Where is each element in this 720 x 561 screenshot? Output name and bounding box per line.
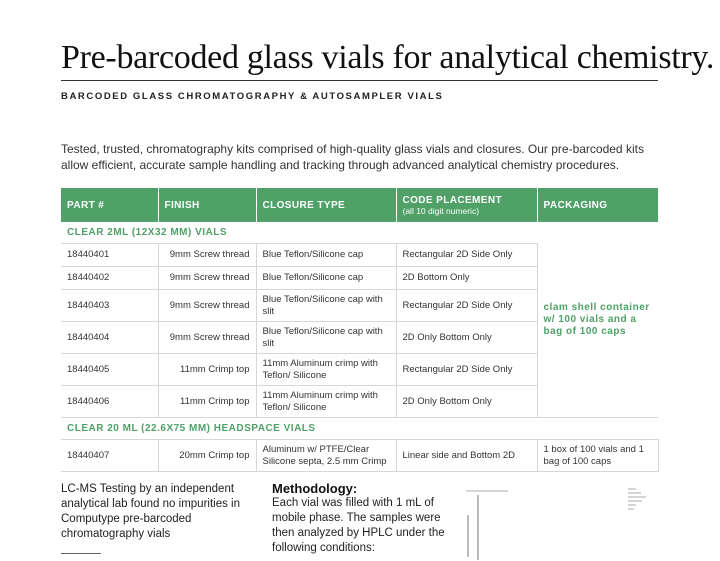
header-code-sub: (all 10 digit numeric)	[402, 205, 480, 216]
closure-cell: 11mm Aluminum crimp with Teflon/ Silicone	[256, 354, 396, 386]
header-packaging: PACKAGING	[537, 188, 658, 222]
packaging-cell: clam shell container w/ 100 vials and a bag of 100 caps	[537, 222, 658, 418]
closure-cell: Blue Teflon/Silicone cap with slit	[256, 290, 396, 322]
finish-cell: 20mm Crimp top	[158, 440, 256, 472]
closure-cell: Blue Teflon/Silicone cap	[256, 244, 396, 267]
header-finish: FINISH	[158, 188, 256, 222]
finish-cell: 9mm Screw thread	[158, 267, 256, 290]
finish-cell: 9mm Screw thread	[158, 322, 256, 354]
section-title: CLEAR 2ML (12X32 MM) VIALS	[61, 222, 537, 244]
table-row	[61, 440, 658, 472]
part-cell: 18440405	[61, 354, 158, 386]
code-cell: Rectangular 2D Side Only	[396, 354, 537, 386]
part-cell: 18440401	[61, 244, 158, 267]
finish-cell: 11mm Crimp top	[158, 386, 256, 418]
page-title: Pre-barcoded glass vials for analytical chemistry.	[61, 39, 715, 76]
code-cell: 2D Only Bottom Only	[396, 386, 537, 418]
methodology-title: Methodology:	[272, 481, 358, 496]
header-closure: CLOSURE TYPE	[256, 188, 396, 222]
methodology-text: Each vial was filled with 1 mL of mobile phase. The samples were then analyzed by HPLC under the following conditions:	[272, 497, 445, 554]
section-row	[61, 222, 658, 244]
finish-cell: 9mm Screw thread	[158, 244, 256, 267]
section-row	[61, 418, 658, 440]
closure-cell: Aluminum w/ PTFE/Clear Silicone septa, 2.5 mm Crimp	[256, 440, 396, 472]
table-header-row	[61, 188, 658, 222]
header-part: PART #	[61, 188, 158, 222]
header-code-label: CODE PLACEMENT	[402, 194, 502, 206]
part-cell: 18440404	[61, 322, 158, 354]
section-title: CLEAR 20 ML (22.6X75 MM) HEADSPACE VIALS	[61, 418, 658, 440]
code-cell: Rectangular 2D Side Only	[396, 290, 537, 322]
lcms-testing-note: LC-MS Testing by an independent analytical lab found no impurities in Computype pre-barcoded chromatography vials	[61, 483, 240, 540]
closure-cell: Blue Teflon/Silicone cap	[256, 267, 396, 290]
intro-paragraph: Tested, trusted, chromatography kits comprised of high-quality glass vials and closures. Our pre-barcoded kits allow efficient, accurate sample handling and tracking through advanced analytical chemistry procedures.	[61, 142, 644, 172]
closure-cell: 11mm Aluminum crimp with Teflon/ Silicone	[256, 386, 396, 418]
packaging-cell: 1 box of 100 vials and 1 bag of 100 caps	[537, 440, 658, 472]
code-cell: Rectangular 2D Side Only	[396, 244, 537, 267]
chart-header-marks	[466, 489, 646, 509]
part-cell: 18440407	[61, 440, 158, 472]
part-cell: 18440406	[61, 386, 158, 418]
chromatogram-thumbnail	[456, 485, 656, 560]
finish-cell: 9mm Screw thread	[158, 290, 256, 322]
code-cell: 2D Only Bottom Only	[396, 322, 537, 354]
closure-cell: Blue Teflon/Silicone cap with slit	[256, 322, 396, 354]
product-table	[61, 188, 659, 472]
title-rule	[61, 80, 658, 81]
finish-cell: 11mm Crimp top	[158, 354, 256, 386]
code-cell: 2D Bottom Only	[396, 267, 537, 290]
header-code-placement	[396, 188, 537, 222]
part-cell: 18440402	[61, 267, 158, 290]
page-subtitle: BARCODED GLASS CHROMATOGRAPHY & AUTOSAMPLER VIALS	[61, 91, 444, 102]
code-cell: Linear side and Bottom 2D	[396, 440, 537, 472]
part-cell: 18440403	[61, 290, 158, 322]
